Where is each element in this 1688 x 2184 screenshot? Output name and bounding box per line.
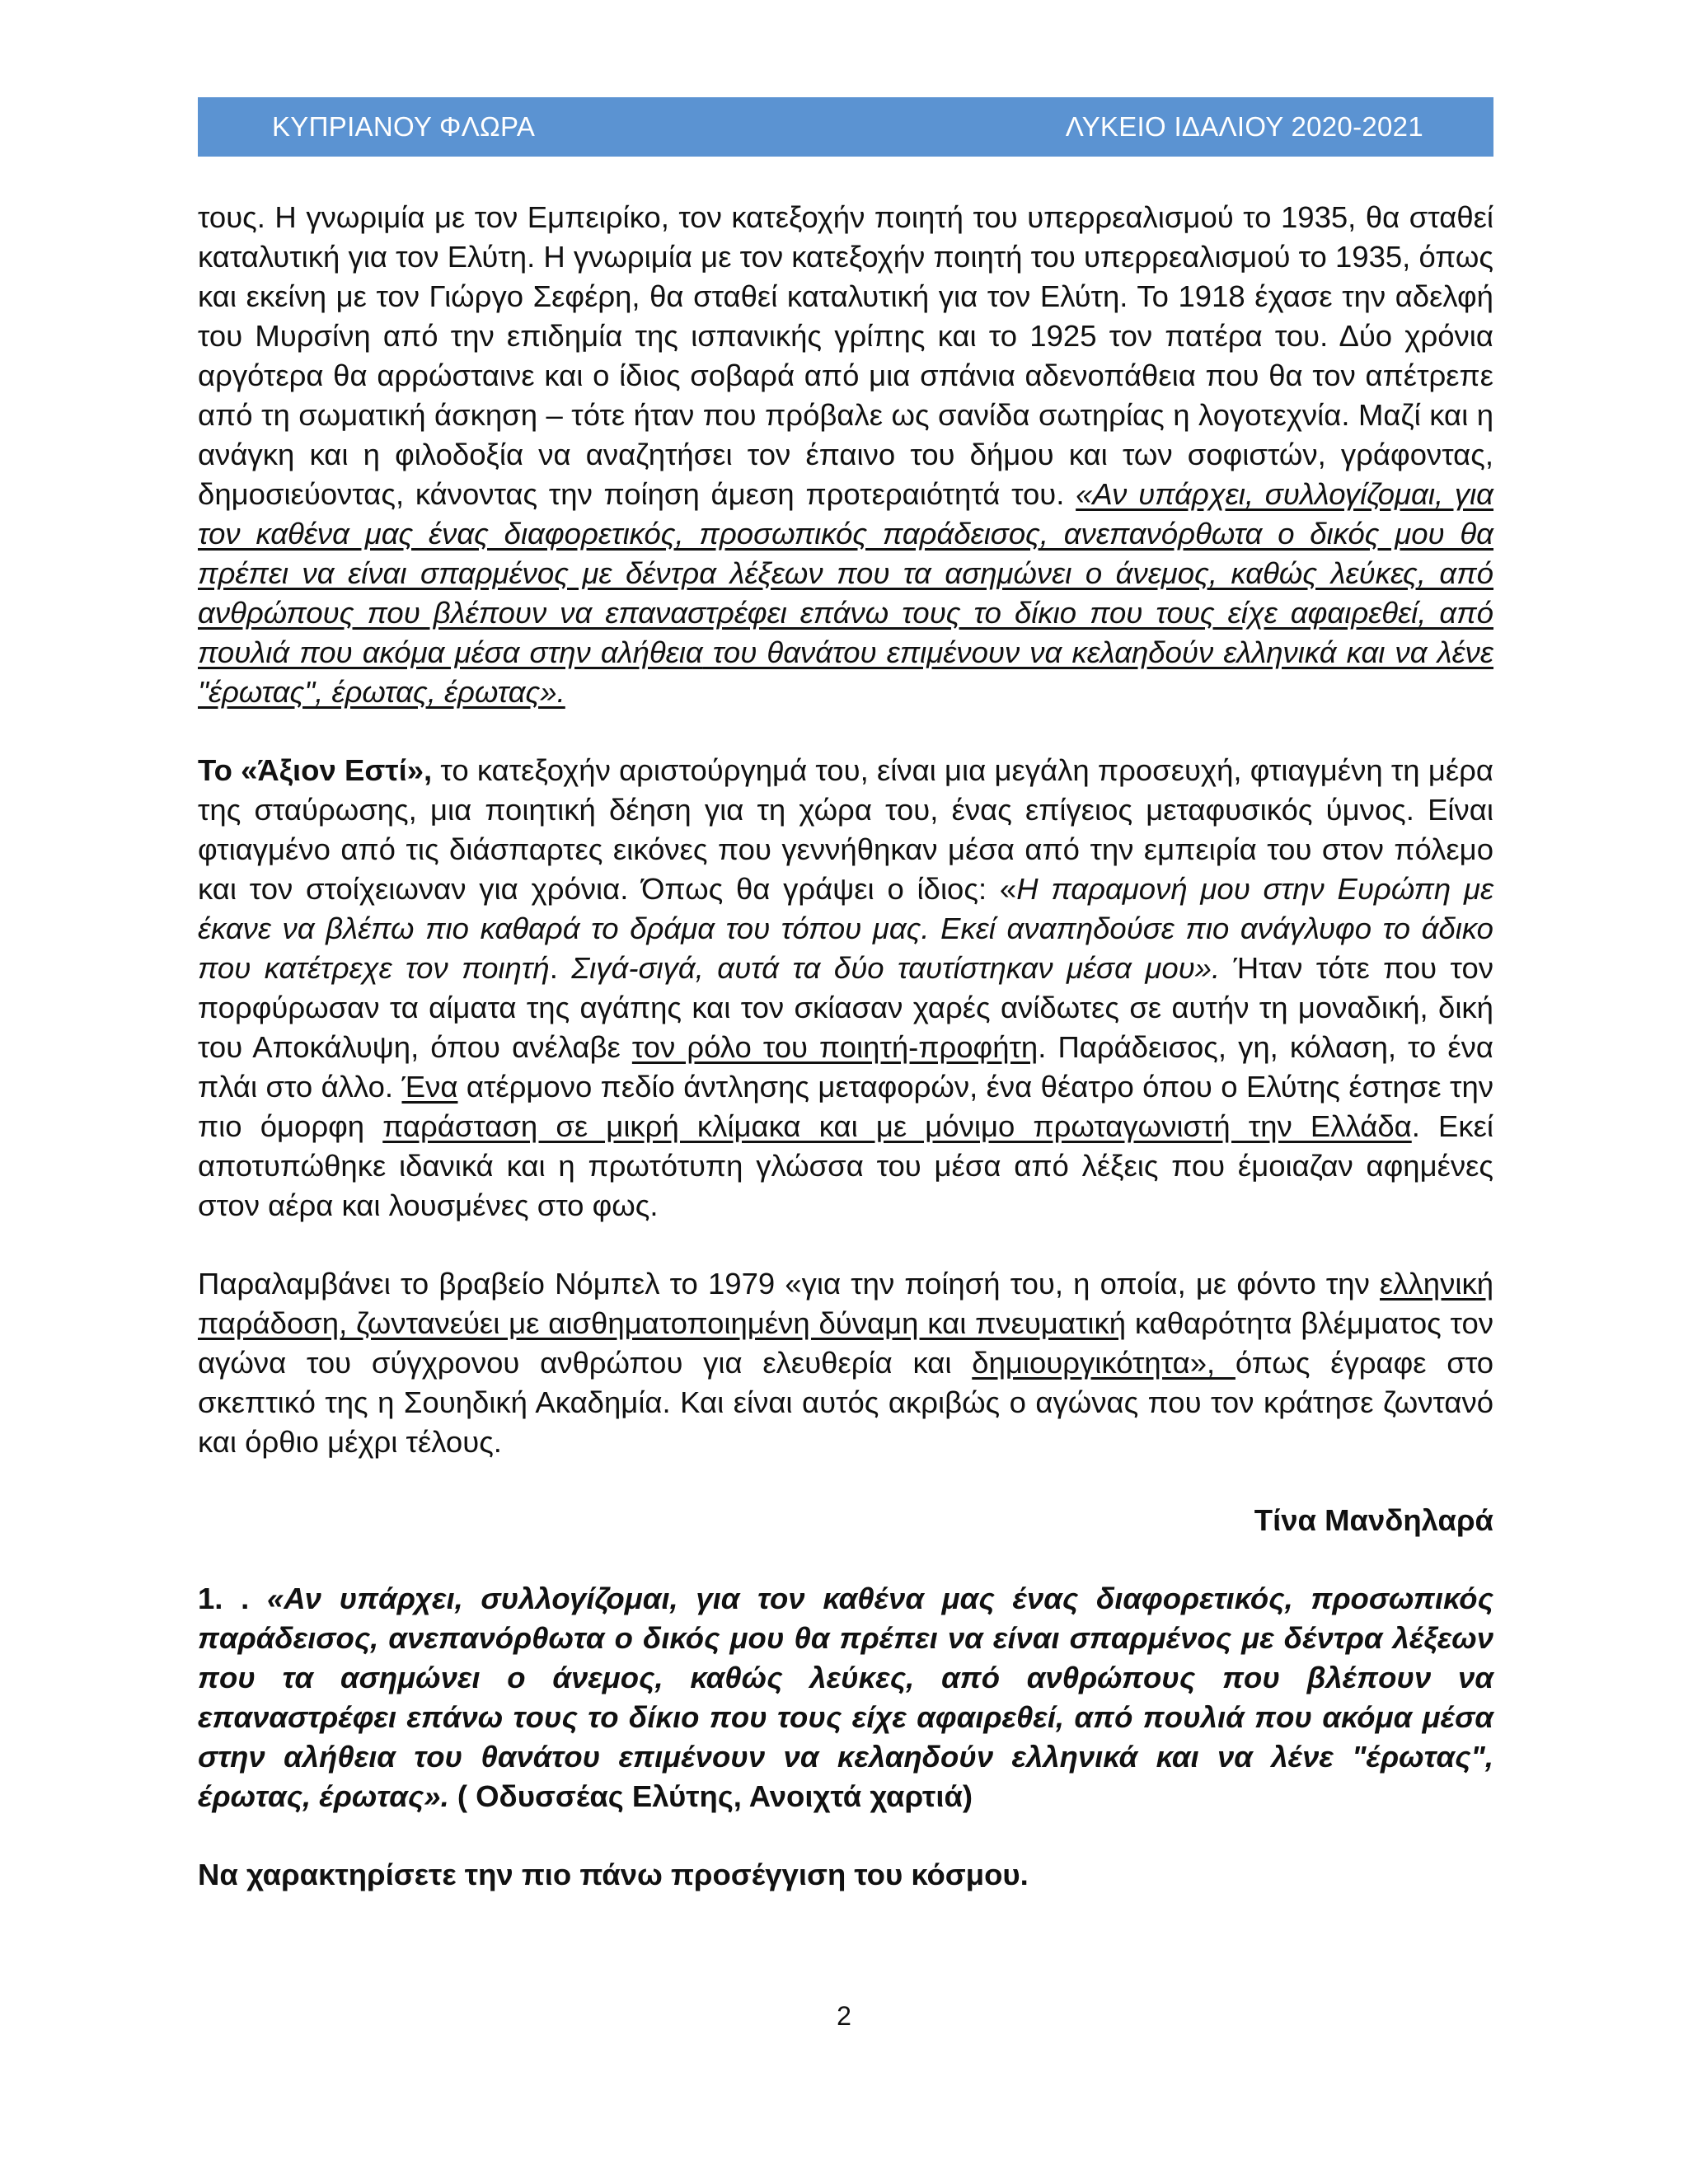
elytis-quote-end: του θανάτου επιμένουν να κελαηδούν ελληνικά και να λένε "έρωτας", έρωτας, έρωτας». [198, 635, 1493, 709]
paragraph-axion-esti: Το «Άξιον Εστί», το κατεξοχήν αριστούργημά του, είναι μια μεγάλη προσευχή, φτιαγμένη τη μέρα της σταύρωσης, μια ποιητική δέηση για τη χώρα του, ένας επίγειος μεταφυσικός ύμνος. Είναι φτιαγμένο από τις διάσπαρτες εικόνες που γεννήθηκαν μέσα από την εμπειρία του στον πόλεμο και τον στοίχειωναν για χρόνια. Όπως θα γράψει ο ίδιος: «Η παραμονή μου στην Ευρώπη με έκανε να βλέπω πιο καθαρά το δράμα του τόπου μας. Εκεί αναπηδούσε πιο ανάγλυφο το άδικο που κατέτρεχε τον ποιητή. Σιγά-σιγά, αυτά τα δύο ταυτίστηκαν μέσα μου». Ήταν τότε που τον πορφύρωσαν τα αίματα της αγάπης και τον σκίασαν χαρές ανίδωτες σε αυτήν τη μοναδική, δική του Αποκάλυψη, όπου ανέλαβε τον ρόλο του ποιητή-προφήτη. Παράδεισος, γη, κόλαση, το ένα πλάι στο άλλο. Ένα ατέρμονο πεδίο άντλησης μεταφορών, ένα θέατρο όπου ο Ελύτης έστησε την πιο όμορφη παράσταση σε μικρή κλίμακα και με μόνιμο πρωταγωνιστή την Ελλάδα. Εκεί αποτυπώθηκε ιδανικά και η πρωτότυπη γλώσσα του μέσα από λέξεις που έμοιαζαν αφημένες στον αέρα και λουσμένες στο φως. [198, 753, 1494, 1222]
author-signature: Τίνα Μανδηλαρά [1254, 1503, 1493, 1537]
paragraph-nobel: Παραλαμβάνει το βραβείο Νόμπελ το 1979 «για την ποίησή του, η οποία, με φόντο την ελληνική παράδοση, ζωντανεύει με αισθηματοποιημένη δύναμη και πνευματική καθαρότητα βλέμματος τον αγώνα του σύγχρονου ανθρώπου για ελευθερία και δημιουργικότητα», όπως έγραφε στο σκεπτικό της η Σουηδική Ακαδημία. Και είναι αυτός ακριβώς ο αγώνας που τον κράτησε ζωντανό και όρθιο μέχρι τέλους. [198, 1267, 1494, 1459]
page-number: 2 [837, 2001, 851, 2031]
header-school-year: ΛΥΚΕΙΟ ΙΔΑΛΙΟΥ 2020-2021 [1065, 111, 1423, 142]
axion-esti-title: Το «Άξιον Εστί», [198, 753, 433, 787]
europe-quote: Η παραμονή μου στην Ευρώπη με έκανε να βλέπω πιο καθαρά το δράμα του τόπου μας. Εκεί αναπηδούσε πιο ανάγλυφο το άδικο που κατέτρεχε τον ποιητή [198, 872, 1493, 985]
greece-protagonist-underline: παράσταση σε μικρή κλίμακα και με μόνιμο πρωταγωνιστή την Ελλάδα [382, 1109, 1412, 1143]
question-number: 1. . [198, 1582, 267, 1615]
paragraph-biography [198, 198, 1493, 712]
question-prompt: Να χαρακτηρίσετε την πιο πάνω προσέγγιση του κόσμου. [198, 1858, 1029, 1891]
biography-text: τους. Η γνωριμία με τον Εμπειρίκο, τον κατεξοχήν ποιητή του υπερρεαλισμού το 1935, θα σταθεί καταλυτική για τον Ελύτη. Η γνωριμία με τον κατεξοχήν ποιητή του υπερρεαλισμού το 1935, όπως και εκείνη με τον Γιώργο Σεφέρη, θα σταθεί καταλυτική για τον Ελύτη. Το 1918 έχασε την αδελφή του Μυρσίνη από την επιδημία της ισπανικής γρίπης και το 1925 τον πατέρα του. Δύο χρόνια αργότερα θα αρρώσταινε και ο ίδιος σοβαρά από μια σπάνια αδενοπάθεια που θα τον απέτρεπε από τη σωματική άσκηση – τότε ήταν που πρόβαλε ως σανίδα σωτηρίας η λογοτεχνία. Μαζί και η ανάγκη και η φιλοδοξία να αναζητήσει τον έπαινο του δήμου και των σοφιστών, γράφοντας, δημοσιεύοντας, κάνοντας την ποίηση άμεση προτεραιότητά του. [198, 200, 1493, 511]
poet-prophet-underline: τον ρόλο του ποιητή-προφήτη [631, 1030, 1039, 1064]
document-body [198, 198, 1493, 1895]
question-source: ( Οδυσσέας Ελύτης, Ανοιχτά χαρτιά) [448, 1779, 973, 1813]
page-header [198, 97, 1493, 157]
nobel-citation-underline: ελληνική παράδοση, ζωντανεύει με αισθηματοποιημένη δύναμη και πνευματική [198, 1267, 1493, 1340]
question-quote: «Αν υπάρχει, συλλογίζομαι, για τον καθένα μας ένας διαφορετικός, προσωπικός παράδεισος, ανεπανόρθωτα ο δικός μου θα πρέπει να είναι σπαρμένος με δέντρα λέξεων που τα ασημώνει ο άνεμος, καθώς λεύκες, από ανθρώπους που βλέπουν να επαναστρέφει επάνω τους το δίκιο που τους είχε αφαιρεθεί, από πουλιά που ακόμα μέσα στην αλήθεια του θανάτου επιμένουν να κελαηδούν ελληνικά και να λένε "έρωτας", έρωτας, έρωτας». [198, 1582, 1494, 1813]
elytis-quote: «Αν υπάρχει, συλλογίζομαι, για τον καθένα μας ένας διαφορετικός, προσωπικός παράδεισος, ανεπανόρθωτα ο δικός μου θα πρέπει να είναι σπαρμένος με δέντρα λέξεων που τα ασημώνει ο άνεμος, καθώς λεύκες, από ανθρώπους που βλέπουν να επαναστρέφει επάνω τους το δίκιο που τους είχε αφαιρεθεί, από πουλιά που ακόμα μέσα στην αλήθεια [198, 477, 1493, 669]
identity-quote: Σιγά-σιγά, αυτά τα δύο ταυτίστηκαν μέσα μου». [571, 951, 1221, 985]
question-1 [198, 1579, 1493, 1816]
header-author: ΚΥΠΡΙΑΝΟΥ ΦΛΩΡΑ [272, 111, 536, 142]
